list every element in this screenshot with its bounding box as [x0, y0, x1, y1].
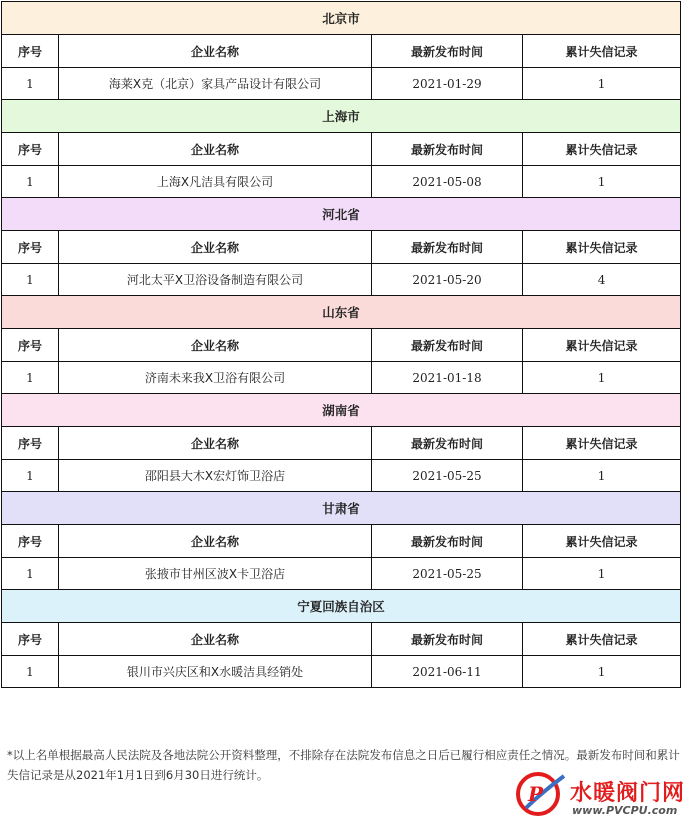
column-header-row [2, 35, 681, 68]
column-header-seq: 序号 [2, 525, 59, 558]
column-header-count: 累计失信记录 [523, 427, 681, 460]
cell-date: 2021-01-18 [372, 362, 523, 394]
column-header-seq: 序号 [2, 329, 59, 362]
column-header-company: 企业名称 [59, 623, 372, 656]
watermark-logo [512, 768, 694, 822]
column-header-row [2, 133, 681, 166]
svg-text:P: P [528, 782, 544, 806]
column-header-seq: 序号 [2, 623, 59, 656]
province-header [2, 590, 681, 623]
cell-count: 1 [523, 558, 681, 590]
province-title: 甘肃省 [2, 492, 681, 525]
province-title: 湖南省 [2, 394, 681, 427]
cell-count: 1 [523, 460, 681, 492]
cell-seq: 1 [2, 656, 59, 688]
cell-seq: 1 [2, 68, 59, 100]
column-header-date: 最新发布时间 [372, 329, 523, 362]
cell-date: 2021-01-29 [372, 68, 523, 100]
column-header-count: 累计失信记录 [523, 231, 681, 264]
cell-company: 济南未来我X卫浴有限公司 [59, 362, 372, 394]
cell-company: 上海X凡洁具有限公司 [59, 166, 372, 198]
column-header-company: 企业名称 [59, 35, 372, 68]
cell-seq: 1 [2, 362, 59, 394]
footnote: *以上名单根据最高人民法院及各地法院公开资料整理，不排除存在法院发布信息之日后已履行相应责任之情况。最新发布时间和累计失信记录是从2021年1月1日到6月30日进行统计。 [7, 748, 680, 782]
column-header-seq: 序号 [2, 427, 59, 460]
column-header-count: 累计失信记录 [523, 329, 681, 362]
column-header-count: 累计失信记录 [523, 133, 681, 166]
cell-count: 1 [523, 362, 681, 394]
province-title: 北京市 [2, 2, 681, 35]
blacklist-document [1, 1, 680, 688]
column-header-date: 最新发布时间 [372, 133, 523, 166]
cell-seq: 1 [2, 558, 59, 590]
watermark-url: www.PVCPU.com [572, 804, 678, 817]
column-header-company: 企业名称 [59, 427, 372, 460]
cell-company: 张掖市甘州区波X卡卫浴店 [59, 558, 372, 590]
column-header-date: 最新发布时间 [372, 35, 523, 68]
province-title: 宁夏回族自治区 [2, 590, 681, 623]
watermark-name: 水暖阀门网 [570, 781, 686, 806]
column-header-company: 企业名称 [59, 329, 372, 362]
column-header-row [2, 427, 681, 460]
column-header-company: 企业名称 [59, 525, 372, 558]
table-row [2, 362, 681, 394]
column-header-seq: 序号 [2, 133, 59, 166]
province-header [2, 492, 681, 525]
table-row [2, 460, 681, 492]
cell-count: 1 [523, 166, 681, 198]
column-header-seq: 序号 [2, 231, 59, 264]
province-header [2, 394, 681, 427]
cell-company: 邵阳县大木X宏灯饰卫浴店 [59, 460, 372, 492]
column-header-date: 最新发布时间 [372, 231, 523, 264]
cell-seq: 1 [2, 460, 59, 492]
column-header-count: 累计失信记录 [523, 525, 681, 558]
cell-seq: 1 [2, 166, 59, 198]
cell-date: 2021-05-25 [372, 460, 523, 492]
column-header-seq: 序号 [2, 35, 59, 68]
column-header-row [2, 623, 681, 656]
table-row [2, 68, 681, 100]
province-header [2, 296, 681, 329]
province-title: 河北省 [2, 198, 681, 231]
column-header-date: 最新发布时间 [372, 427, 523, 460]
province-title: 上海市 [2, 100, 681, 133]
cell-date: 2021-05-20 [372, 264, 523, 296]
table-row [2, 264, 681, 296]
column-header-row [2, 329, 681, 362]
cell-company: 银川市兴庆区和X水暖洁具经销处 [59, 656, 372, 688]
column-header-company: 企业名称 [59, 133, 372, 166]
table-row [2, 558, 681, 590]
province-header [2, 198, 681, 231]
column-header-company: 企业名称 [59, 231, 372, 264]
cell-date: 2021-06-11 [372, 656, 523, 688]
province-title: 山东省 [2, 296, 681, 329]
column-header-row [2, 525, 681, 558]
cell-company: 河北太平X卫浴设备制造有限公司 [59, 264, 372, 296]
province-header [2, 100, 681, 133]
column-header-date: 最新发布时间 [372, 525, 523, 558]
table-row [2, 166, 681, 198]
column-header-count: 累计失信记录 [523, 623, 681, 656]
cell-date: 2021-05-08 [372, 166, 523, 198]
blacklist-table [1, 1, 681, 688]
cell-count: 1 [523, 68, 681, 100]
cell-date: 2021-05-25 [372, 558, 523, 590]
province-header [2, 2, 681, 35]
cell-company: 海莱X克（北京）家具产品设计有限公司 [59, 68, 372, 100]
column-header-count: 累计失信记录 [523, 35, 681, 68]
cell-seq: 1 [2, 264, 59, 296]
column-header-date: 最新发布时间 [372, 623, 523, 656]
cell-count: 1 [523, 656, 681, 688]
table-row [2, 656, 681, 688]
column-header-row [2, 231, 681, 264]
cell-count: 4 [523, 264, 681, 296]
pv-logo-icon [512, 768, 572, 822]
